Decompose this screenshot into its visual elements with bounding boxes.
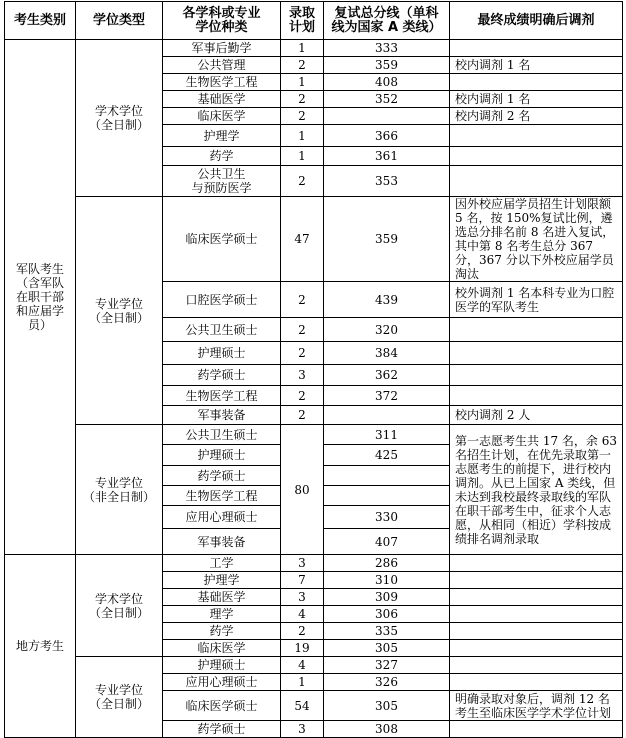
subject-cell: 护理硕士 bbox=[163, 445, 281, 466]
header-admit-plan: 录取 计划 bbox=[281, 2, 324, 40]
subject-cell: 护理学 bbox=[163, 572, 281, 589]
subject-cell: 药学 bbox=[163, 147, 281, 166]
score-cell: 320 bbox=[324, 318, 450, 342]
plan-cell: 47 bbox=[281, 197, 324, 282]
subject-cell: 护理学 bbox=[163, 125, 281, 147]
score-cell: 359 bbox=[324, 57, 450, 74]
subject-cell: 军事装备 bbox=[163, 406, 281, 425]
score-cell: 439 bbox=[324, 282, 450, 318]
note-cell bbox=[450, 365, 623, 386]
note-cell bbox=[450, 74, 623, 91]
score-cell: 407 bbox=[324, 529, 450, 555]
subject-cell: 公共卫生 与预防医学 bbox=[163, 166, 281, 197]
plan-cell: 3 bbox=[281, 555, 324, 572]
table-row bbox=[5, 657, 623, 674]
subject-cell: 公共管理 bbox=[163, 57, 281, 74]
note-cell bbox=[450, 640, 623, 657]
note-cell: 明确录取对象后，调剂 12 名考生至临床医学学术学位计划 bbox=[450, 691, 623, 721]
note-cell bbox=[450, 589, 623, 606]
subject-cell: 军事后勤学 bbox=[163, 40, 281, 57]
degree-type-cell: 专业学位 （非全日制） bbox=[76, 425, 163, 555]
plan-cell: 1 bbox=[281, 125, 324, 147]
score-cell bbox=[324, 108, 450, 125]
note-cell bbox=[450, 386, 623, 406]
note-cell bbox=[450, 147, 623, 166]
subject-cell: 临床医学硕士 bbox=[163, 197, 281, 282]
header-discipline: 各学科或专业 学位种类 bbox=[163, 2, 281, 40]
subject-cell: 基础医学 bbox=[163, 589, 281, 606]
note-cell: 校内调剂 2 名 bbox=[450, 108, 623, 125]
plan-cell: 3 bbox=[281, 365, 324, 386]
score-cell: 425 bbox=[324, 445, 450, 466]
group-local: 地方考生 bbox=[5, 555, 76, 738]
plan-cell: 2 bbox=[281, 166, 324, 197]
table-row bbox=[5, 555, 623, 572]
note-cell bbox=[450, 166, 623, 197]
score-cell: 366 bbox=[324, 125, 450, 147]
subject-cell: 生物医学工程 bbox=[163, 486, 281, 506]
note-cell: 因外校应届学员招生计划限额 5 名，按 150%复试比例，遴选总分排名前 8 名进入复试，其中第 8 名考生总分 367 分，367 分以下外校应届学员淘汰 bbox=[450, 197, 623, 282]
subject-cell: 应用心理硕士 bbox=[163, 674, 281, 691]
note-cell bbox=[450, 555, 623, 572]
subject-cell: 药学硕士 bbox=[163, 365, 281, 386]
plan-cell: 1 bbox=[281, 147, 324, 166]
score-cell: 306 bbox=[324, 606, 450, 623]
plan-cell: 2 bbox=[281, 282, 324, 318]
plan-cell: 54 bbox=[281, 691, 324, 721]
plan-cell: 1 bbox=[281, 74, 324, 91]
degree-type-cell: 学术学位 （全日制） bbox=[76, 555, 163, 657]
subject-cell: 理学 bbox=[163, 606, 281, 623]
plan-cell: 2 bbox=[281, 108, 324, 125]
subject-cell: 护理硕士 bbox=[163, 657, 281, 674]
plan-cell: 2 bbox=[281, 91, 324, 108]
table-row bbox=[5, 197, 623, 282]
subject-cell: 公共卫生硕士 bbox=[163, 425, 281, 445]
plan-cell: 80 bbox=[281, 425, 324, 555]
subject-cell: 应用心理硕士 bbox=[163, 506, 281, 529]
score-cell: 326 bbox=[324, 674, 450, 691]
plan-cell: 2 bbox=[281, 623, 324, 640]
plan-cell: 1 bbox=[281, 40, 324, 57]
note-cell bbox=[450, 40, 623, 57]
score-cell: 372 bbox=[324, 386, 450, 406]
note-cell: 校内调剂 2 人 bbox=[450, 406, 623, 425]
degree-type-cell: 学术学位 （全日制） bbox=[76, 40, 163, 197]
score-cell bbox=[324, 466, 450, 486]
table-row bbox=[5, 40, 623, 57]
note-cell bbox=[450, 125, 623, 147]
plan-cell: 4 bbox=[281, 657, 324, 674]
subject-cell: 护理硕士 bbox=[163, 342, 281, 365]
note-cell bbox=[450, 318, 623, 342]
subject-cell: 药学硕士 bbox=[163, 721, 281, 738]
subject-cell: 军事装备 bbox=[163, 529, 281, 555]
note-cell bbox=[450, 623, 623, 640]
subject-cell: 药学硕士 bbox=[163, 466, 281, 486]
plan-cell: 3 bbox=[281, 589, 324, 606]
score-cell: 408 bbox=[324, 74, 450, 91]
score-cell bbox=[324, 486, 450, 506]
plan-cell: 2 bbox=[281, 386, 324, 406]
header-final-adjust: 最终成绩明确后调剂 bbox=[450, 2, 623, 40]
score-cell: 359 bbox=[324, 197, 450, 282]
plan-cell: 3 bbox=[281, 721, 324, 738]
score-cell: 362 bbox=[324, 365, 450, 386]
note-cell: 校外调剂 1 名本科专业为口腔医学的军队考生 bbox=[450, 282, 623, 318]
header-degree-type: 学位类型 bbox=[76, 2, 163, 40]
score-cell: 310 bbox=[324, 572, 450, 589]
subject-cell: 临床医学硕士 bbox=[163, 691, 281, 721]
note-cell bbox=[450, 342, 623, 365]
score-cell: 335 bbox=[324, 623, 450, 640]
score-cell: 311 bbox=[324, 425, 450, 445]
subject-cell: 生物医学工程 bbox=[163, 386, 281, 406]
subject-cell: 生物医学工程 bbox=[163, 74, 281, 91]
note-cell bbox=[450, 657, 623, 674]
subject-cell: 口腔医学硕士 bbox=[163, 282, 281, 318]
score-cell: 309 bbox=[324, 589, 450, 606]
score-cell: 333 bbox=[324, 40, 450, 57]
degree-type-cell: 专业学位 （全日制） bbox=[76, 197, 163, 425]
score-cell: 353 bbox=[324, 166, 450, 197]
score-cell: 352 bbox=[324, 91, 450, 108]
score-cell: 305 bbox=[324, 691, 450, 721]
note-cell: 校内调剂 1 名 bbox=[450, 57, 623, 74]
note-cell: 校内调剂 1 名 bbox=[450, 91, 623, 108]
header-row bbox=[5, 2, 623, 40]
score-cell: 361 bbox=[324, 147, 450, 166]
note-cell bbox=[450, 572, 623, 589]
score-cell: 330 bbox=[324, 506, 450, 529]
table-row bbox=[5, 425, 623, 445]
plan-cell: 1 bbox=[281, 674, 324, 691]
score-cell bbox=[324, 406, 450, 425]
plan-cell: 2 bbox=[281, 406, 324, 425]
note-cell: 第一志愿考生共 17 名，余 63 名招生计划，在优先录取第一志愿考生的前提下，进行校内调剂。从已上国家 A 类线，但未达到我校最终录取线的军队在职干部考生中，征求个人志愿，从相同（相近）学科按成绩排名调剂录取 bbox=[450, 425, 623, 555]
note-cell bbox=[450, 674, 623, 691]
plan-cell: 19 bbox=[281, 640, 324, 657]
note-cell bbox=[450, 721, 623, 738]
group-military: 军队考生 （含军队 在职干部 和应届学 员） bbox=[5, 40, 76, 555]
score-cell: 327 bbox=[324, 657, 450, 674]
score-cell: 305 bbox=[324, 640, 450, 657]
score-cell: 308 bbox=[324, 721, 450, 738]
subject-cell: 药学 bbox=[163, 623, 281, 640]
score-cell: 384 bbox=[324, 342, 450, 365]
subject-cell: 公共卫生硕士 bbox=[163, 318, 281, 342]
subject-cell: 工学 bbox=[163, 555, 281, 572]
subject-cell: 基础医学 bbox=[163, 91, 281, 108]
subject-cell: 临床医学 bbox=[163, 108, 281, 125]
score-cell: 286 bbox=[324, 555, 450, 572]
header-retest-line: 复试总分线（单科 线为国家 A 类线） bbox=[324, 2, 450, 40]
plan-cell: 2 bbox=[281, 318, 324, 342]
plan-cell: 2 bbox=[281, 342, 324, 365]
header-category: 考生类别 bbox=[5, 2, 76, 40]
plan-cell: 2 bbox=[281, 57, 324, 74]
degree-type-cell: 专业学位 （全日制） bbox=[76, 657, 163, 738]
subject-cell: 临床医学 bbox=[163, 640, 281, 657]
note-cell bbox=[450, 606, 623, 623]
plan-cell: 4 bbox=[281, 606, 324, 623]
plan-cell: 7 bbox=[281, 572, 324, 589]
adjustment-table bbox=[4, 1, 623, 738]
